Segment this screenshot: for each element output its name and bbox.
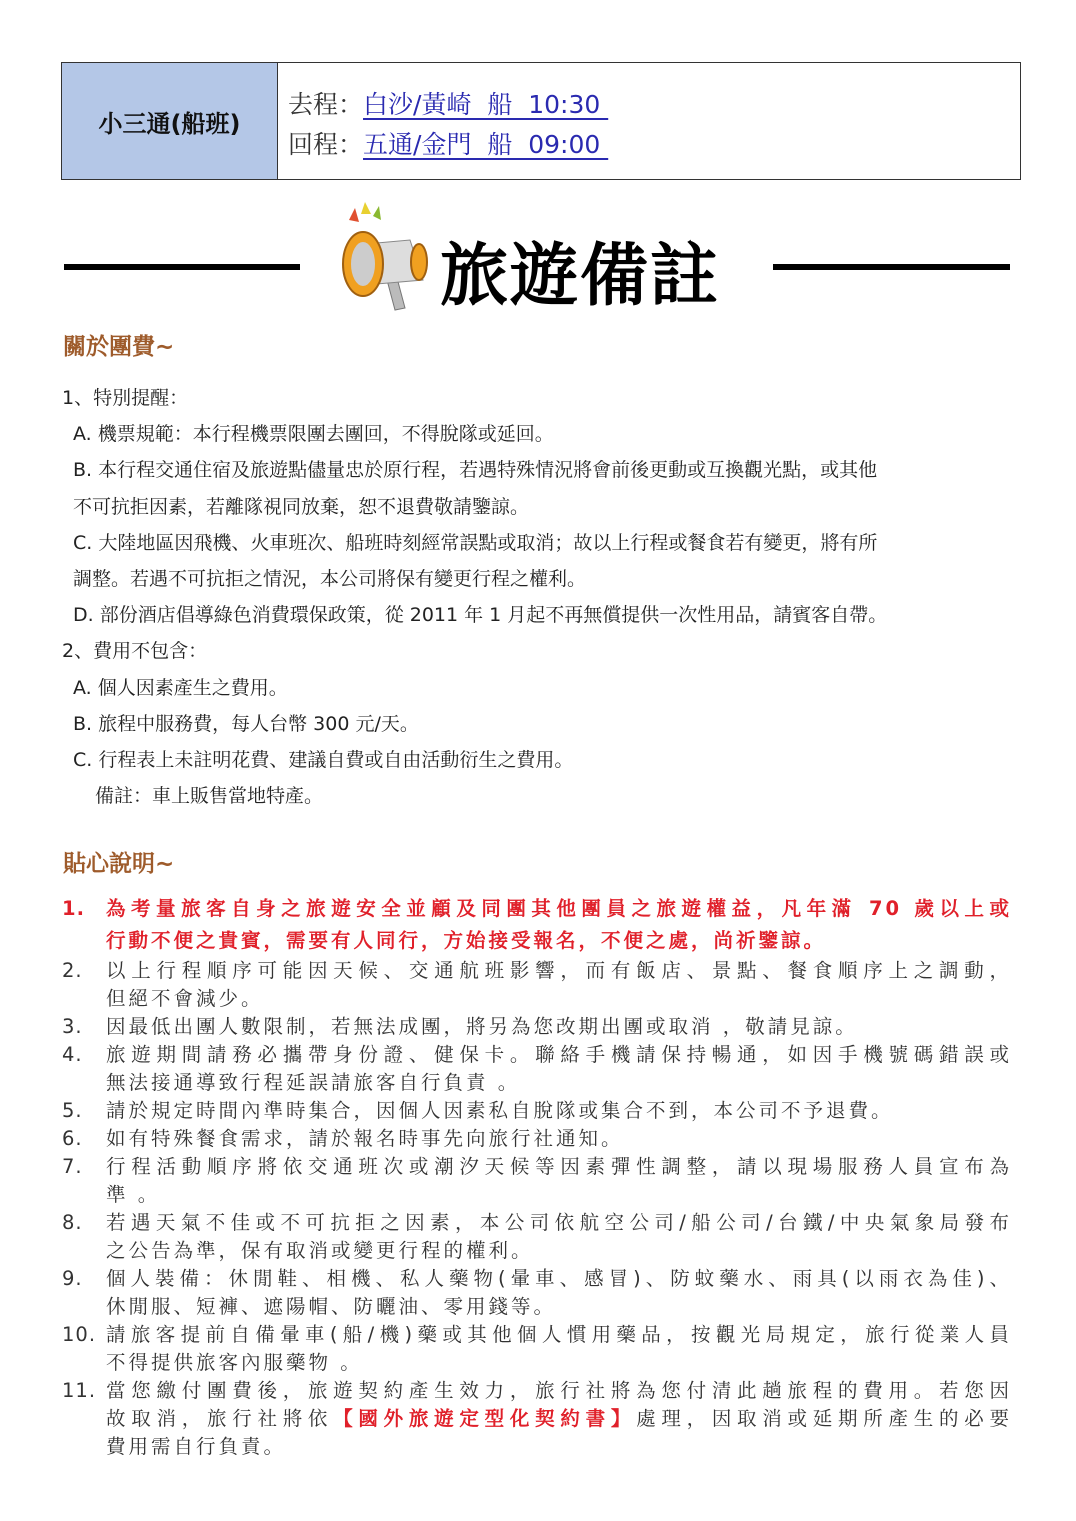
note-line bbox=[106, 985, 1012, 1013]
note-number: 3. bbox=[62, 1015, 83, 1038]
note-segment: 旅遊期間請務必攜帶身份證、健保卡。聯絡手機請保持暢通，如因手機號碼錯誤或 bbox=[106, 1043, 1012, 1066]
note-segment: 故取消，旅行社將依 bbox=[106, 1407, 334, 1430]
note-line bbox=[106, 1293, 1012, 1321]
note-segment: 為考量旅客自身之旅遊安全並顧及同團其他團員之旅遊權益，凡年滿 70 歲以上或 bbox=[106, 897, 1012, 920]
note-item bbox=[62, 1097, 1012, 1125]
note-item bbox=[62, 893, 1012, 957]
note-number: 10. bbox=[62, 1323, 97, 1346]
note-text bbox=[106, 1265, 1012, 1321]
note-item bbox=[62, 1209, 1012, 1265]
ferry-schedule bbox=[278, 63, 1020, 179]
note-segment: 準 。 bbox=[106, 1183, 161, 1206]
ferry-label: 小三通(船班) bbox=[62, 63, 278, 179]
note-line bbox=[106, 1321, 1012, 1349]
note-text bbox=[106, 893, 1012, 957]
note-line bbox=[106, 1041, 1012, 1069]
note-line bbox=[106, 1181, 1012, 1209]
note-line bbox=[106, 1069, 1012, 1097]
note-segment: 處理，因取消或延期所產生的必要 bbox=[636, 1407, 1012, 1430]
note-segment: 個人裝備：休閒鞋、相機、私人藥物(暈車、感冒)、防蚊藥水、雨具(以雨衣為佳)、 bbox=[106, 1267, 1012, 1290]
fees-line: 調整。若遇不可抗拒之情況，本公司將保有變更行程之權利。 bbox=[73, 568, 587, 591]
outbound-label: 去程： bbox=[288, 90, 364, 119]
divider-left bbox=[64, 264, 300, 270]
note-number: 11. bbox=[62, 1379, 97, 1402]
note-segment: 如有特殊餐食需求，請於報名時事先向旅行社通知。 bbox=[106, 1127, 624, 1150]
note-number: 1. bbox=[62, 897, 85, 920]
fees-line: A. 個人因素產生之費用。 bbox=[73, 676, 288, 699]
note-number: 5. bbox=[62, 1099, 83, 1122]
note-number: 6. bbox=[62, 1127, 83, 1150]
notes-heading: 貼心說明~ bbox=[63, 851, 175, 877]
return-link[interactable]: 五通/金門 船 09:00 bbox=[363, 130, 609, 159]
note-segment: 請旅客提前自備暈車(船/機)藥或其他個人慣用藥品，按觀光局規定，旅行從業人員 bbox=[106, 1323, 1012, 1346]
note-text bbox=[106, 1125, 1012, 1153]
fees-line: D. 部份酒店倡導綠色消費環保政策，從 2011 年 1 月起不再無償提供一次性用品，請賓客自帶。 bbox=[73, 604, 888, 627]
return-row bbox=[288, 125, 1020, 165]
note-number: 9. bbox=[62, 1267, 83, 1290]
divider-right bbox=[773, 264, 1010, 270]
note-number: 2. bbox=[62, 959, 83, 982]
notes-list bbox=[62, 893, 1012, 1461]
fees-section bbox=[62, 380, 887, 814]
note-text bbox=[106, 1153, 1012, 1209]
fees-line: C. 大陸地區因飛機、火車班次、船班時刻經常誤點或取消；故以上行程或餐食若有變更，將有所 bbox=[73, 531, 878, 554]
fees-heading: 關於團費~ bbox=[63, 334, 175, 360]
note-item bbox=[62, 957, 1012, 1013]
note-line bbox=[106, 1405, 1012, 1433]
note-text bbox=[106, 957, 1012, 1013]
note-line bbox=[106, 1125, 1012, 1153]
note-line bbox=[106, 1097, 1012, 1125]
note-segment: 以上行程順序可能因天候、交通航班影響，而有飯店、景點、餐食順序上之調動， bbox=[106, 959, 1012, 982]
fees-line: 不可抗拒因素，若離隊視同放棄，恕不退費敬請鑒諒。 bbox=[73, 495, 530, 518]
note-line bbox=[106, 893, 1012, 925]
return-label: 回程： bbox=[288, 130, 364, 159]
note-line bbox=[106, 925, 1012, 957]
note-number: 8. bbox=[62, 1211, 83, 1234]
note-line bbox=[106, 1377, 1012, 1405]
note-segment: 若遇天氣不佳或不可抗拒之因素，本公司依航空公司/船公司/台鐵/中央氣象局發布 bbox=[106, 1211, 1012, 1234]
fees-line: 1、特別提醒： bbox=[62, 387, 189, 409]
note-text bbox=[106, 1377, 1012, 1461]
note-item bbox=[62, 1321, 1012, 1377]
note-line bbox=[106, 1265, 1012, 1293]
note-line bbox=[106, 1349, 1012, 1377]
note-item bbox=[62, 1125, 1012, 1153]
ferry-table bbox=[61, 62, 1021, 180]
note-line bbox=[106, 957, 1012, 985]
note-item bbox=[62, 1013, 1012, 1041]
note-segment: 請於規定時間內準時集合，因個人因素私自脫隊或集合不到，本公司不予退費。 bbox=[106, 1099, 894, 1122]
note-line bbox=[106, 1013, 1012, 1041]
outbound-row bbox=[288, 85, 1020, 125]
fees-line: B. 旅程中服務費，每人台幣 300 元/天。 bbox=[73, 712, 419, 735]
note-segment: 因最低出團人數限制，若無法成團，將另為您改期出團或取消 ，敬請見諒。 bbox=[106, 1015, 858, 1038]
note-line bbox=[106, 1237, 1012, 1265]
fees-line: A. 機票規範：本行程機票限團去團回，不得脫隊或延回。 bbox=[73, 423, 554, 446]
megaphone-icon bbox=[335, 200, 435, 315]
note-text bbox=[106, 1321, 1012, 1377]
note-line bbox=[106, 1153, 1012, 1181]
note-number: 7. bbox=[62, 1155, 83, 1178]
fees-line: B. 本行程交通住宿及旅遊點儘量忠於原行程，若遇特殊情況將會前後更動或互換觀光點，或其他 bbox=[73, 459, 878, 482]
banner-title: 旅遊備註 bbox=[440, 237, 721, 316]
note-text bbox=[106, 1041, 1012, 1097]
note-item bbox=[62, 1377, 1012, 1461]
note-segment: 行動不便之貴賓，需要有人同行，方始接受報名，不便之處，尚祈鑒諒。 bbox=[106, 929, 827, 952]
note-text bbox=[106, 1013, 1012, 1041]
note-text bbox=[106, 1097, 1012, 1125]
note-segment: 休閒服、短褲、遮陽帽、防曬油、零用錢等。 bbox=[106, 1295, 557, 1318]
fees-line: C. 行程表上未註明花費、建議自費或自由活動衍生之費用。 bbox=[73, 749, 574, 772]
note-segment: 但絕不會減少。 bbox=[106, 987, 264, 1010]
note-segment: 費用需自行負責。 bbox=[106, 1435, 287, 1458]
note-line bbox=[106, 1209, 1012, 1237]
outbound-link[interactable]: 白沙/黃崎 船 10:30 bbox=[363, 90, 609, 119]
note-item bbox=[62, 1265, 1012, 1321]
note-segment: 之公告為準，保有取消或變更行程的權利。 bbox=[106, 1239, 534, 1262]
note-item bbox=[62, 1153, 1012, 1209]
note-line bbox=[106, 1433, 1012, 1461]
note-segment: 無法接通導致行程延誤請旅客自行負責 。 bbox=[106, 1071, 521, 1094]
note-segment: 當您繳付團費後，旅遊契約產生效力，旅行社將為您付清此趟旅程的費用。若您因 bbox=[106, 1379, 1012, 1402]
note-text bbox=[106, 1209, 1012, 1265]
fees-line: 2、費用不包含： bbox=[62, 640, 208, 663]
contract-highlight: 【國外旅遊定型化契約書】 bbox=[333, 1407, 637, 1430]
note-segment: 行程活動順序將依交通班次或潮汐天候等因素彈性調整，請以現場服務人員宣布為 bbox=[106, 1155, 1012, 1178]
note-number: 4. bbox=[62, 1043, 83, 1066]
note-segment: 不得提供旅客內服藥物 。 bbox=[106, 1351, 363, 1374]
note-item bbox=[62, 1041, 1012, 1097]
fees-line: 備註：車上販售當地特產。 bbox=[95, 785, 324, 808]
